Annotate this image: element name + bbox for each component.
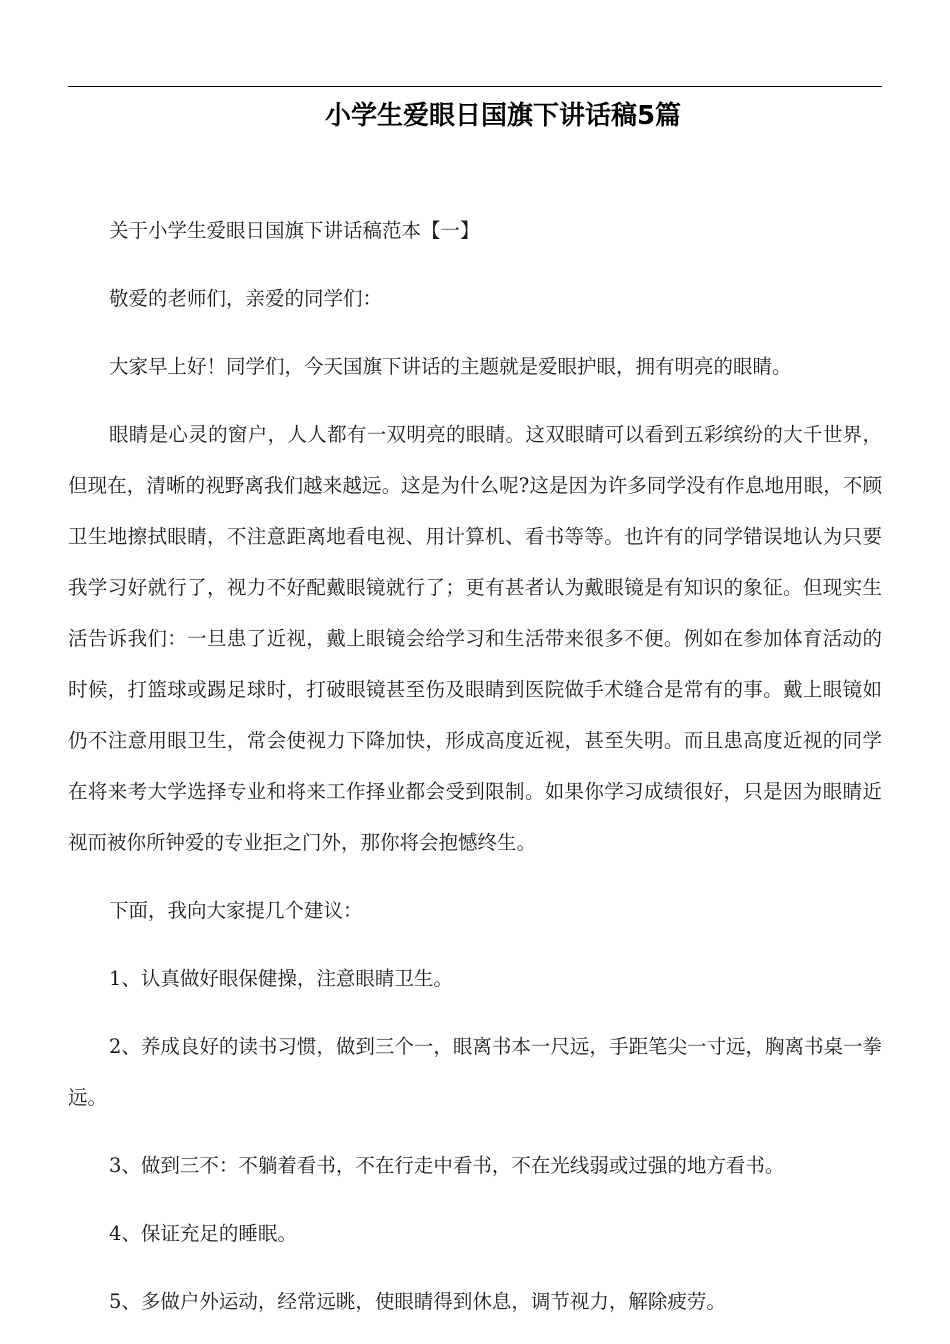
greeting-paragraph: 大家早上好！同学们，今天国旗下讲话的主题就是爱眼护眼，拥有明亮的眼睛。: [108, 355, 792, 378]
header-rule: [68, 86, 882, 87]
suggestion-item: 1、认真做好眼保健操，注意眼睛卫生。: [108, 967, 453, 990]
document-title: 小学生爱眼日国旗下讲话稿5篇: [324, 101, 682, 131]
salutation: 敬爱的老师们，亲爱的同学们：: [108, 287, 382, 310]
suggestion-item: 2、养成良好的读书习惯，做到三个一，眼离书本一尺远，手距笔尖一寸远，胸离书桌一拳远。: [68, 1035, 882, 1109]
document-body: [68, 205, 882, 1344]
body-paragraph: 眼睛是心灵的窗户，人人都有一双明亮的眼睛。这双眼睛可以看到五彩缤纷的大千世界，但现在，清晰的视野离我们越来越远。这是为什么呢?这是因为许多同学没有作息地用眼，不顾卫生地擦拭眼睛，不注意距离地看电视、用计算机、看书等等。也许有的同学错误地认为只要我学习好就行了，视力不好配戴眼镜就行了；更有甚者认为戴眼镜是有知识的象征。但现实生活告诉我们：一旦患了近视，戴上眼镜会给学习和生活带来很多不便。例如在参加体育活动的时候，打篮球或踢足球时，打破眼镜甚至伤及眼睛到医院做手术缝合是常有的事。戴上眼镜如仍不注意用眼卫生，常会使视力下降加快，形成高度近视，甚至失明。而且患高度近视的同学在将来考大学选择专业和将来工作择业都会受到限制。如果你学习成绩很好，只是因为眼睛近视而被你所钟爱的专业拒之门外，那你将会抱憾终生。: [68, 423, 882, 854]
suggestion-item: 5、多做户外运动，经常远眺，使眼睛得到休息，调节视力，解除疲劳。: [108, 1290, 726, 1313]
section-heading: 关于小学生爱眼日国旗下讲话稿范本【一】: [108, 219, 480, 242]
suggestions-intro: 下面，我向大家提几个建议：: [108, 899, 363, 922]
suggestion-item: 3、做到三不：不躺着看书，不在行走中看书，不在光线弱或过强的地方看书。: [108, 1154, 785, 1177]
suggestion-item: 4、保证充足的睡眠。: [108, 1222, 297, 1245]
